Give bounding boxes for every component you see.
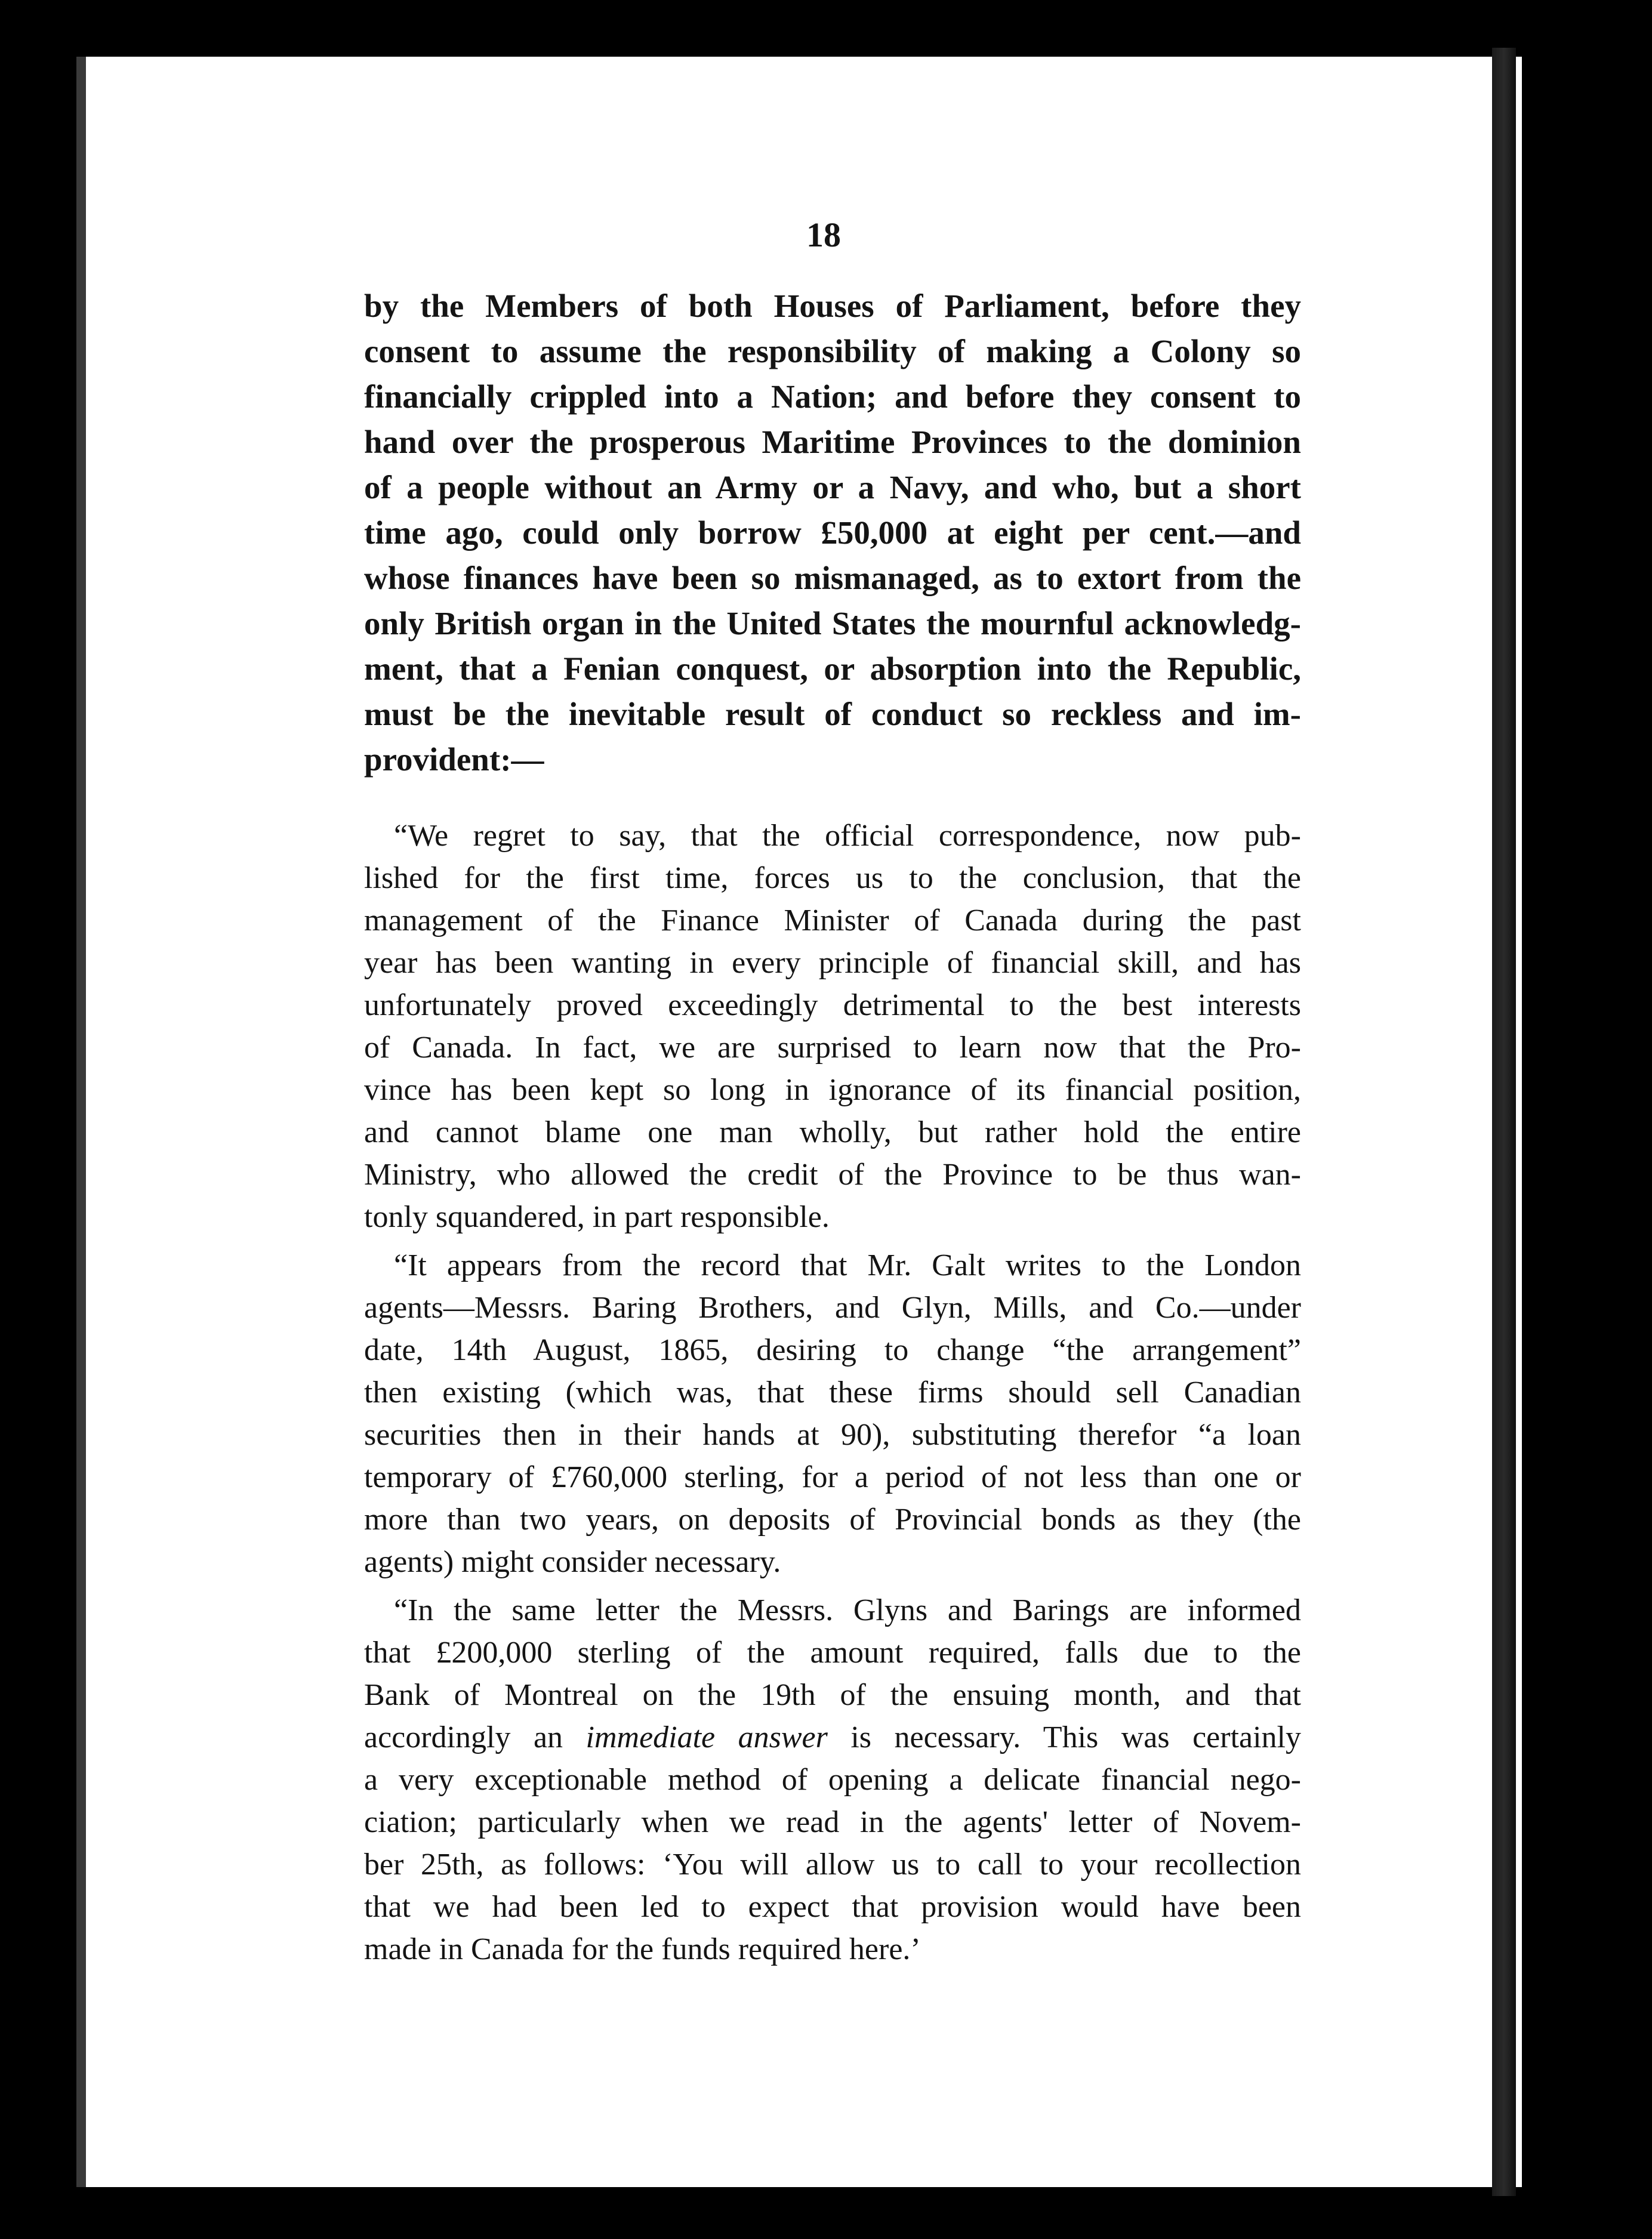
left-scan-margin xyxy=(0,0,76,2239)
text-line: of Canada. In fact, we are surprised to learn now that the Pro- xyxy=(364,1031,1301,1065)
intro-paragraph xyxy=(364,283,1301,782)
text-line: securities then in their hands at 90), substituting therefor “a loan xyxy=(364,1418,1301,1452)
text-line: “In the same letter the Messrs. Glyns and Barings are informed xyxy=(394,1593,1301,1627)
text-line: Ministry, who allowed the credit of the Province to be thus wan- xyxy=(364,1158,1301,1192)
text-line: unfortunately proved exceedingly detrimental to the best interests xyxy=(364,988,1301,1022)
text-line: that £200,000 sterling of the amount required, falls due to the xyxy=(364,1636,1301,1670)
text-line: agents) might consider necessary. xyxy=(364,1545,781,1579)
text-segment: is necessary. This was certainly xyxy=(827,1720,1302,1754)
quoted-passage xyxy=(364,815,1301,1970)
text-line: only British organ in the United States the mournful acknowledg- xyxy=(364,605,1301,642)
text-line: Bank of Montreal on the 19th of the ensuing month, and that xyxy=(364,1678,1301,1712)
text-line: provident:— xyxy=(364,741,544,778)
text-segment: accordingly an xyxy=(364,1720,586,1754)
text-line: ber 25th, as follows: ‘You will allow us to call to your recollection xyxy=(364,1848,1301,1882)
text-line: ment, that a Fenian conquest, or absorption into the Republic, xyxy=(364,650,1301,687)
page-edge-shadow xyxy=(1492,48,1516,2196)
text-line: and cannot blame one man wholly, but rather hold the entire xyxy=(364,1115,1301,1149)
text-line: a very exceptionable method of opening a delicate financial nego- xyxy=(364,1763,1301,1797)
text-line: “We regret to say, that the official correspondence, now pub- xyxy=(394,819,1301,853)
text-line: tonly squandered, in part responsible. xyxy=(364,1200,830,1234)
text-line: ciation; particularly when we read in the agents' letter of Novem- xyxy=(364,1805,1301,1839)
text-line: date, 14th August, 1865, desiring to change “the arrangement” xyxy=(364,1333,1301,1367)
text-line: lished for the first time, forces us to the conclusion, that the xyxy=(364,861,1301,895)
text-line: agents—Messrs. Baring Brothers, and Glyn, Mills, and Co.—under xyxy=(364,1291,1301,1325)
text-line: must be the inevitable result of conduct so reckless and im- xyxy=(364,696,1301,732)
text-line: then existing (which was, that these firms should sell Canadian xyxy=(364,1376,1301,1410)
text-line: whose finances have been so mismanaged, as to extort from the xyxy=(364,560,1301,596)
text-line: hand over the prosperous Maritime Provinces to the dominion xyxy=(364,424,1301,460)
text-line: vince has been kept so long in ignorance of its financial position, xyxy=(364,1073,1301,1107)
text-line-with-italic xyxy=(364,1716,1301,1759)
text-line: consent to assume the responsibility of making a Colony so xyxy=(364,333,1301,369)
text-line: made in Canada for the funds required here.’ xyxy=(364,1932,921,1966)
text-line: temporary of £760,000 sterling, for a period of not less than one or xyxy=(364,1460,1301,1494)
text-line: “It appears from the record that Mr. Galt writes to the London xyxy=(394,1248,1301,1282)
page-number: 18 xyxy=(806,215,841,254)
text-line: time ago, could only borrow £50,000 at eight per cent.—and xyxy=(364,514,1301,551)
text-line: of a people without an Army or a Navy, and who, but a short xyxy=(364,469,1301,505)
text-line: that we had been led to expect that provision would have been xyxy=(364,1890,1301,1924)
italic-emphasis: immediate answer xyxy=(585,1720,828,1754)
text-line: more than two years, on deposits of Provincial bonds as they (the xyxy=(364,1503,1301,1537)
text-line: year has been wanting in every principle of financial skill, and has xyxy=(364,946,1301,980)
text-line: management of the Finance Minister of Canada during the past xyxy=(364,903,1301,937)
text-line: by the Members of both Houses of Parliament, before they xyxy=(364,288,1301,324)
text-line: financially crippled into a Nation; and before they consent to xyxy=(364,378,1301,415)
